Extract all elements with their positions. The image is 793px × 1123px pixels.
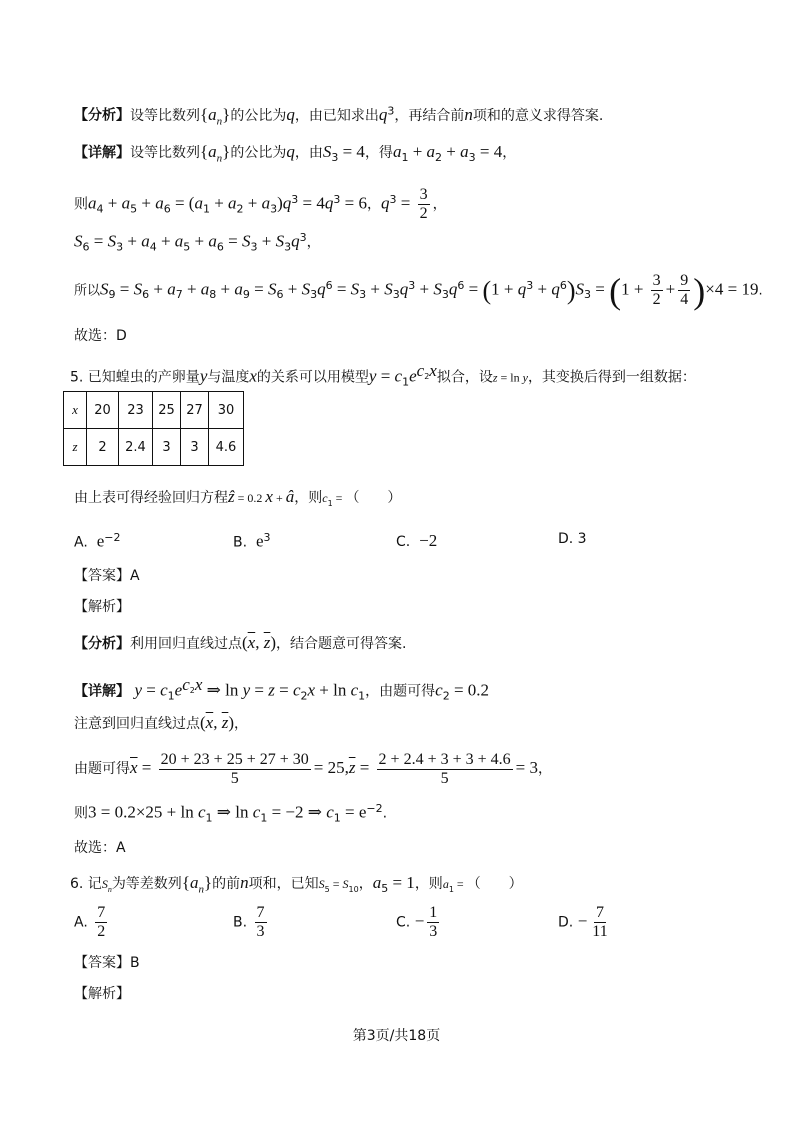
analysis-tag: 【分析】 <box>74 636 130 652</box>
q5-detail-line2: 注意到回归直线过点($\overline{x}$, $\overline{z}$)， <box>74 713 249 732</box>
q5-solution-tag: 【解析】 <box>74 599 130 615</box>
table-cell: 25 <box>153 392 181 429</box>
table-cell: 2.4 <box>119 429 153 466</box>
q6-answer: 【答案】B <box>74 955 140 971</box>
q4-analysis-text: 设等比数列$\{a_n\}$的公比为q，由已知求出$q^3$，再结合前n项和的意义求得答案. <box>130 104 604 128</box>
q4-detail-line3: $S_6 = S_3 + a_4 + a_5 + a_6 = S_3 + S_3q^3$， <box>74 231 321 254</box>
q5-answer: 【答案】A <box>74 568 140 584</box>
table-row-x <box>64 392 244 429</box>
q5-detail-line3: 由题可得$\overline{x}$ = $\frac{20 + 23 + 25 + 27 + 30}{5}$ = $25,\overline{z}$ = $\frac{2 + 2.4 + 3 + 3 + 4.6}{5}$ = 3， <box>74 750 552 787</box>
page-footer: 第3页/共18页 <box>352 1028 441 1044</box>
q5-option-d: D. 3 <box>558 531 587 547</box>
table-cell: 23 <box>119 392 153 429</box>
table-header-z: z <box>64 429 87 466</box>
q6-option-a: A. $\frac{7}{2}$ <box>74 904 106 940</box>
table-cell: 4.6 <box>209 429 244 466</box>
q4-detail-line1 <box>74 142 516 168</box>
q4-detail-line4: 所以$S_9 = S_6 + a_7 + a_8 + a_9 = S_6 + S_3q^6 = S_3 + S_3q^3 + S_3q^6 = (1 + q^3 + q^6)S_3 = (1$ + $\frac{3}{2}$ + $\frac{9}{4}$ )×4 = 19. <box>74 270 763 311</box>
table-cell: 30 <box>209 392 244 429</box>
table-cell: 3 <box>181 429 209 466</box>
detail-tag: 【详解】 <box>74 683 130 700</box>
q5-choice: 故选：A <box>74 840 126 856</box>
q6-option-b: B. $\frac{7}{3}$ <box>233 904 265 940</box>
q5-detail-line1: 【详解】 $y = c_1e^{c_2x}$ ⇒ $\ln y = z = c_2x + \ln c_1$，由题可得$c_2 = 0.2$ <box>74 675 490 703</box>
data-table <box>63 391 244 466</box>
q6-stem: 6. 记$S_n$为等差数列$\{a_n\}$的前n项和，已知$S_5 = S_{10}$，$a_5 = 1$，则$a_1$ = （ ） <box>70 873 523 896</box>
table-cell: 27 <box>181 392 209 429</box>
analysis-tag: 【分析】 <box>74 107 130 124</box>
table-header-x: x <box>64 392 87 429</box>
detail-tag: 【详解】 <box>74 145 130 161</box>
table-cell: 3 <box>153 429 181 466</box>
q5-option-c: C. −2 <box>396 531 438 550</box>
table-cell: 20 <box>87 392 119 429</box>
q5-option-a: A. $e^{-2}$ <box>74 531 121 551</box>
q5-analysis-line: 【分析】利用回归直线过点($\overline{x}$, $\overline{z}$)，结合题意可得答案. <box>74 633 407 652</box>
q5-stem: 5. 已知蝗虫的产卵量y与温度x的关系可以用模型$y = c_1e^{c_2x}$拟合，设z = ln y，其变换后得到一组数据： <box>70 361 696 389</box>
q5-option-b: B. $e^3$ <box>233 531 271 551</box>
q6-option-c: C. − $\frac{1}{3}$ <box>396 904 438 940</box>
q4-detail-text: 设等比数列$\{a_n\}$的公比为q，由$S_3 = 4$，得$a_1 + a_2 + a_3 = 4$， <box>130 142 517 165</box>
q6-solution-tag: 【解析】 <box>74 986 130 1002</box>
table-row-z <box>64 429 244 466</box>
q5-question: 由上表可得经验回归方程ẑ = 0.2 x + â，则$c_1$ = （ ） <box>74 487 402 508</box>
q4-analysis-line <box>74 101 603 131</box>
q5-detail-line4: 则$3 = 0.2\times 25 + \ln c_1$ ⇒ $\ln c_1 = -2$ ⇒ $c_1 = e^{-2}$. <box>74 802 388 825</box>
q4-choice: 故选：D <box>74 328 127 344</box>
table-cell: 2 <box>87 429 119 466</box>
q4-detail-line2: 则$a_4 + a_5 + a_6 = (a_1 + a_2 + a_3)q^3 = 4q^3 = 6$，$q^3$ = $\frac{3}{2}$ ， <box>74 186 447 223</box>
q6-option-d: D. − $\frac{7}{11}$ <box>558 904 608 940</box>
